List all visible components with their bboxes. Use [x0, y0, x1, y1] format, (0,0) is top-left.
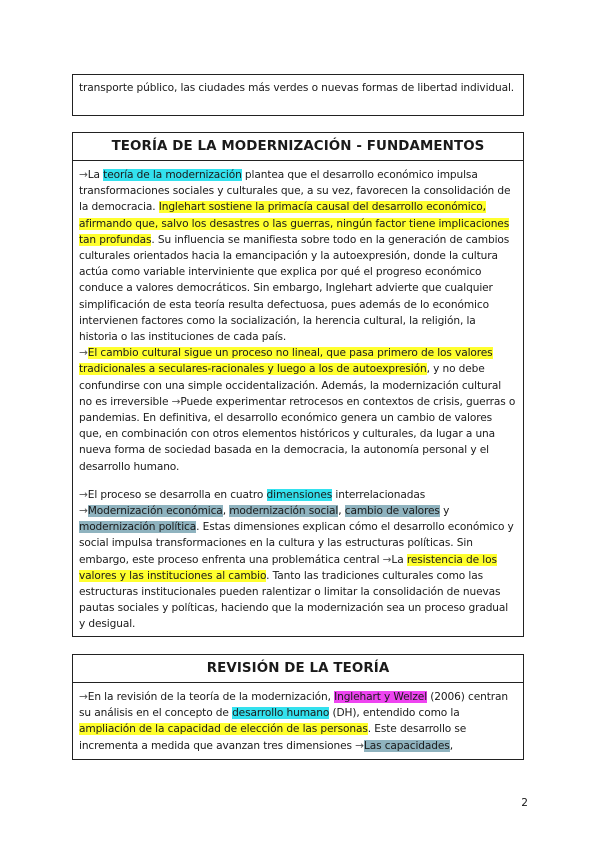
text-run: . Tanto las tradiciones culturales como las estructuras institucionales pueden ralentizar o limitar la consolidación de nuevas pautas sociales y políticas, haciendo que la modernización sea un proceso gradual y desigual. [79, 569, 509, 631]
continuation-box [72, 74, 524, 116]
highlight-inglehart-claim: Inglehart sostiene la primacía causal del desarrollo económico, afirmando que, salvo los desastres o las guerras, ningún factor tiene implicaciones tan profundas [79, 201, 510, 246]
page-number: 2 [521, 797, 528, 809]
theory-section [72, 132, 524, 637]
highlight-choice-capacity: ampliación de la capacidad de elección de las personas [79, 723, 368, 736]
arrow-icon: → [79, 691, 88, 703]
text-run: (DH), entendido como la [329, 707, 460, 720]
text-run: (2006) centran su análisis en el concepto de [79, 691, 508, 720]
arrow-icon: → [382, 553, 392, 566]
arrow-icon: → [171, 395, 181, 408]
text-run: y [439, 505, 450, 518]
highlight-dimension-economic: Modernización económica [87, 505, 223, 518]
arrow-icon: → [79, 505, 88, 518]
highlight-capacities: Las capacidades [363, 739, 450, 752]
text-run: . Estas dimensiones explican cómo el desarrollo económico y social impulsa transformaciones en la cultura y las estructuras políticas. Sin embargo, este proceso enfrenta una problemática central [79, 521, 514, 566]
text-run: En la revisión de la teoría de la modernización, [87, 691, 335, 703]
highlight-resistance: resistencia de los valores y las instituciones al cambio [79, 553, 497, 582]
highlight-dimensions: dimensiones [266, 488, 333, 501]
arrow-icon: → [79, 488, 88, 501]
text-run: , [449, 739, 453, 752]
review-paragraph [79, 689, 517, 754]
review-heading: REVISIÓN DE LA TEORÍA [73, 655, 523, 683]
highlight-cultural-change: El cambio cultural sigue un proceso no lineal, que pasa primero de los valores tradicionales a seculares-racionales y luego a los de autoexpresión [79, 347, 493, 376]
highlight-dimension-social: modernización social [229, 505, 339, 518]
review-body [73, 683, 523, 758]
text-run: , [222, 505, 230, 518]
continuation-text: transporte público, las ciudades más verdes o nuevas formas de libertad individual. [79, 82, 515, 94]
text-run: La [391, 553, 407, 566]
highlight-human-development: desarrollo humano [232, 707, 330, 720]
theory-paragraph-1 [79, 167, 517, 475]
text-run: Puede experimentar retrocesos en contextos de crisis, guerras o pandemias. En definitiva, el desarrollo económico genera un cambio de valores que, en combinación con otros elementos históricos y culturales, da lugar a una nueva forma de sociedad basada en la democracia, la autonomía personal y el desarrollo humano. [79, 395, 516, 473]
text-run: El proceso se desarrolla en cuatro [87, 488, 267, 501]
arrow-icon: → [79, 169, 88, 181]
highlight-dimension-political: modernización política [79, 521, 197, 534]
text-run: , [338, 505, 345, 518]
text-run: . Este desarrollo se incrementa a medida que avanzan tres dimensiones [79, 723, 467, 752]
text-run: . Su influencia se manifiesta sobre todo en la generación de cambios culturales orientados hacia la emancipación y la autoexpresión, donde la cultura actúa como variable interviniente que explica por qué el progreso económico conduce a valores democráticos. Sin embargo, Inglehart advierte que cualquier simplificación de esta teoría resulta defectuosa, pues además de lo económico intervienen factores como la socialización, la herencia cultural, la religión, la historia o las instituciones de cada país. [79, 233, 510, 344]
theory-paragraph-2 [79, 487, 517, 633]
highlight-dimension-values: cambio de valores [344, 505, 440, 518]
theory-heading: TEORÍA DE LA MODERNIZACIÓN - FUNDAMENTOS [73, 133, 523, 161]
arrow-icon: → [355, 739, 364, 752]
theory-body [73, 161, 523, 637]
arrow-icon: → [79, 347, 88, 360]
text-run: plantea que el desarrollo económico impulsa transformaciones sociales y culturales que, a su vez, favorecen la consolidación de la democracia. [79, 169, 511, 214]
highlight-theory: teoría de la modernización [103, 169, 242, 181]
text-run: interrelacionadas [332, 488, 426, 501]
paragraph-gap [79, 475, 517, 487]
review-section [72, 654, 524, 760]
text-run: , y no debe confundirse con una simple occidentalización. Además, la modernización cultural no es irreversible [79, 363, 502, 408]
highlight-authors: Inglehart y Welzel [334, 691, 428, 703]
text-run: La [87, 169, 104, 181]
